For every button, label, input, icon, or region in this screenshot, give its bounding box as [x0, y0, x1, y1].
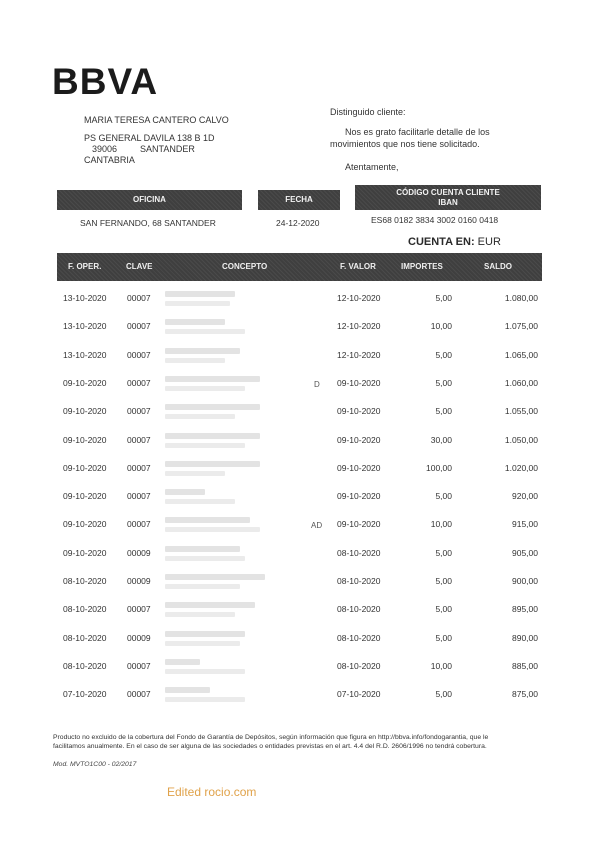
cell-saldo: 1.060,00: [504, 378, 538, 388]
concepto-redacted: [165, 348, 240, 354]
concepto-redacted: [165, 404, 260, 410]
cell-clave: 00007: [127, 491, 151, 501]
cell-saldo: 1.080,00: [504, 293, 538, 303]
cell-saldo: 875,00: [512, 689, 538, 699]
cell-f-oper: 09-10-2020: [63, 548, 107, 558]
col-concepto: CONCEPTO: [222, 262, 268, 271]
cell-f-valor: 12-10-2020: [337, 350, 381, 360]
concepto-redacted: [165, 546, 240, 552]
concepto-redacted-line2: [165, 358, 225, 363]
greeting-line1: Nos es grato facilitarle detalle de los: [345, 127, 490, 137]
codigo-header: [355, 185, 541, 210]
cell-f-oper: 08-10-2020: [63, 604, 107, 614]
cell-f-valor: 09-10-2020: [337, 491, 381, 501]
cell-f-oper: 07-10-2020: [63, 689, 107, 699]
cell-saldo: 885,00: [512, 661, 538, 671]
stray-mark: AD: [311, 521, 323, 530]
cell-clave: 00007: [127, 463, 151, 473]
cell-f-oper: 13-10-2020: [63, 321, 107, 331]
cell-f-oper: 08-10-2020: [63, 576, 107, 586]
cell-f-valor: 08-10-2020: [337, 576, 381, 586]
cell-clave: 00007: [127, 321, 151, 331]
concepto-redacted: [165, 602, 255, 608]
cell-importe: 5,00: [435, 491, 452, 501]
cell-importe: 5,00: [435, 548, 452, 558]
cell-f-valor: 09-10-2020: [337, 463, 381, 473]
concepto-redacted-line2: [165, 669, 245, 674]
concepto-redacted: [165, 517, 250, 523]
concepto-redacted-line2: [165, 556, 245, 561]
concepto-redacted-line2: [165, 329, 245, 334]
cuenta-en: [408, 236, 501, 248]
cell-importe: 10,00: [430, 321, 452, 331]
concepto-redacted: [165, 659, 200, 665]
fecha-label: FECHA: [285, 195, 313, 204]
cell-clave: 00009: [127, 576, 151, 586]
concepto-redacted-line2: [165, 443, 245, 448]
cell-clave: 00007: [127, 406, 151, 416]
client-region: CANTABRIA: [84, 155, 135, 165]
bbva-logo: [52, 62, 177, 98]
cell-saldo: 905,00: [512, 548, 538, 558]
greeting-closing: Atentamente,: [345, 162, 399, 172]
cell-f-valor: 12-10-2020: [337, 321, 381, 331]
footer-line1: Producto no excluido de la cobertura del Fondo de Garantía de Depósitos, según información que figura en http://bbva.info/fondogarantia, que le: [53, 734, 489, 741]
cell-f-valor: 09-10-2020: [337, 378, 381, 388]
cell-f-oper: 09-10-2020: [63, 519, 107, 529]
col-f-valor: F. VALOR: [340, 262, 376, 271]
cell-clave: 00007: [127, 378, 151, 388]
cell-f-valor: 12-10-2020: [337, 293, 381, 303]
cell-clave: 00007: [127, 435, 151, 445]
client-city: SANTANDER: [140, 144, 195, 154]
cell-saldo: 895,00: [512, 604, 538, 614]
cell-importe: 100,00: [426, 463, 452, 473]
cell-f-valor: 07-10-2020: [337, 689, 381, 699]
cell-f-oper: 13-10-2020: [63, 350, 107, 360]
concepto-redacted: [165, 489, 205, 495]
concepto-redacted: [165, 631, 245, 637]
concepto-redacted-line2: [165, 386, 245, 391]
cell-saldo: 1.075,00: [504, 321, 538, 331]
cell-saldo: 920,00: [512, 491, 538, 501]
col-importes: IMPORTES: [401, 262, 443, 271]
stray-mark: D: [314, 380, 320, 389]
cell-saldo: 1.020,00: [504, 463, 538, 473]
cell-importe: 5,00: [435, 293, 452, 303]
cell-f-oper: 08-10-2020: [63, 633, 107, 643]
concepto-redacted-line2: [165, 499, 235, 504]
cell-f-valor: 08-10-2020: [337, 604, 381, 614]
cuenta-currency: EUR: [477, 236, 501, 248]
cell-importe: 5,00: [435, 406, 452, 416]
col-clave: CLAVE: [126, 262, 153, 271]
concepto-redacted: [165, 433, 260, 439]
cell-importe: 5,00: [435, 689, 452, 699]
iban-value: ES68 0182 3834 3002 0160 0418: [371, 215, 499, 225]
footer-line2: facilitamos anualmente. En el caso de ser alguna de las sociedades o entidades previstas en el art. 4.4 del R.D. 2606/1996 no tendrá cobertura.: [53, 743, 487, 750]
codigo-label: CÓDIGO CUENTA CLIENTE: [396, 187, 500, 197]
cell-f-valor: 09-10-2020: [337, 406, 381, 416]
cell-importe: 5,00: [435, 633, 452, 643]
concepto-redacted-line2: [165, 301, 230, 306]
cell-clave: 00007: [127, 689, 151, 699]
concepto-redacted: [165, 376, 260, 382]
footer-model: Mod. MVTO1C00 - 02/2017: [53, 761, 137, 768]
concepto-redacted: [165, 461, 260, 467]
col-f-oper: F. OPER.: [68, 262, 102, 271]
cell-clave: 00007: [127, 519, 151, 529]
bbva-logo-svg: [52, 62, 177, 98]
oficina-header: [57, 190, 242, 210]
cell-importe: 5,00: [435, 576, 452, 586]
cell-saldo: 1.065,00: [504, 350, 538, 360]
concepto-redacted-line2: [165, 471, 225, 476]
cell-importe: 5,00: [435, 350, 452, 360]
cell-importe: 5,00: [435, 378, 452, 388]
cell-importe: 10,00: [430, 661, 452, 671]
cell-saldo: 890,00: [512, 633, 538, 643]
cell-f-valor: 08-10-2020: [337, 633, 381, 643]
cell-f-oper: 09-10-2020: [63, 406, 107, 416]
oficina-value: SAN FERNANDO, 68 SANTANDER: [80, 218, 216, 228]
cell-clave: 00007: [127, 604, 151, 614]
client-postal: 39006: [92, 144, 118, 154]
cell-clave: 00007: [127, 293, 151, 303]
cell-f-oper: 09-10-2020: [63, 378, 107, 388]
concepto-redacted-line2: [165, 527, 260, 532]
cell-f-oper: 13-10-2020: [63, 293, 107, 303]
cell-saldo: 1.055,00: [504, 406, 538, 416]
cell-importe: 10,00: [430, 519, 452, 529]
fecha-header: [258, 190, 340, 210]
concepto-redacted-line2: [165, 641, 240, 646]
concepto-redacted-line2: [165, 414, 235, 419]
greeting-line2: movimientos que nos tiene solicitado.: [330, 139, 480, 149]
cell-f-valor: 08-10-2020: [337, 548, 381, 558]
cell-f-valor: 09-10-2020: [337, 519, 381, 529]
cell-f-oper: 09-10-2020: [63, 435, 107, 445]
concepto-redacted: [165, 319, 225, 325]
cell-clave: 00007: [127, 661, 151, 671]
client-street: PS GENERAL DAVILA 138 B 1D: [84, 133, 215, 143]
cell-f-oper: 09-10-2020: [63, 491, 107, 501]
cuenta-label: CUENTA EN:: [408, 236, 475, 248]
cell-clave: 00007: [127, 350, 151, 360]
cell-f-valor: 09-10-2020: [337, 435, 381, 445]
iban-label: IBAN: [438, 197, 458, 207]
cell-f-oper: 08-10-2020: [63, 661, 107, 671]
oficina-label: OFICINA: [133, 195, 166, 204]
cell-f-oper: 09-10-2020: [63, 463, 107, 473]
cell-clave: 00009: [127, 633, 151, 643]
concepto-redacted: [165, 574, 265, 580]
concepto-redacted-line2: [165, 612, 235, 617]
bbva-logo-text: BBVA: [52, 62, 159, 98]
cell-saldo: 900,00: [512, 576, 538, 586]
col-saldo: SALDO: [484, 262, 512, 271]
concepto-redacted: [165, 291, 235, 297]
cell-f-valor: 08-10-2020: [337, 661, 381, 671]
concepto-redacted-line2: [165, 697, 245, 702]
cell-clave: 00009: [127, 548, 151, 558]
watermark-text: Edited rocio.com: [167, 785, 257, 799]
fecha-value: 24-12-2020: [276, 218, 320, 228]
cell-importe: 30,00: [430, 435, 452, 445]
cell-saldo: 915,00: [512, 519, 538, 529]
client-name: MARIA TERESA CANTERO CALVO: [84, 115, 229, 125]
concepto-redacted: [165, 687, 210, 693]
concepto-redacted-line2: [165, 584, 240, 589]
cell-saldo: 1.050,00: [504, 435, 538, 445]
cell-importe: 5,00: [435, 604, 452, 614]
greeting-salutation: Distinguido cliente:: [330, 107, 406, 117]
